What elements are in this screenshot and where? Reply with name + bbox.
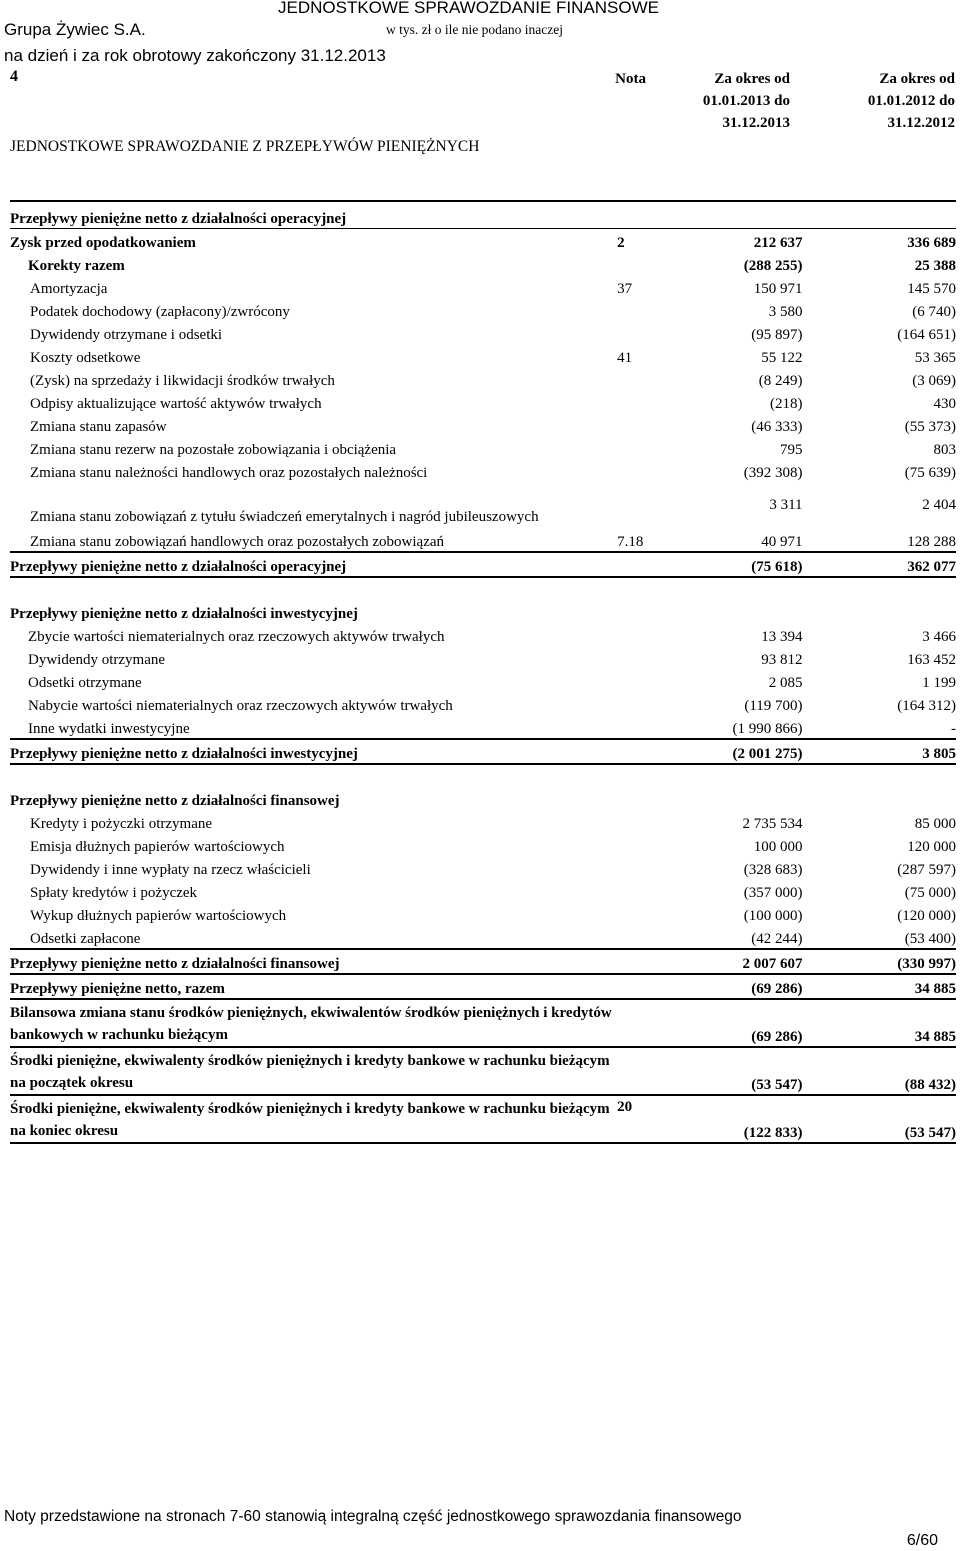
row-value-current: (46 333) bbox=[751, 419, 803, 435]
row-label: Wykup dłużnych papierów wartościowych bbox=[30, 908, 287, 924]
row-value-prior: (75 639) bbox=[904, 465, 956, 481]
row-value-prior: 128 288 bbox=[803, 528, 956, 552]
row-value-current: (42 244) bbox=[701, 925, 803, 949]
prior-period-line2: 01.01.2012 do bbox=[867, 93, 955, 109]
subtotal-row-operating bbox=[10, 552, 956, 577]
row-value-prior: (3 069) bbox=[912, 373, 956, 389]
row-value-current: (122 833) bbox=[701, 1095, 803, 1143]
row-nota bbox=[617, 856, 700, 879]
section-header-operating bbox=[10, 205, 956, 229]
prior-period-line3: 31.12.2012 bbox=[887, 115, 955, 131]
total-row-closing-balance bbox=[10, 1095, 956, 1143]
table-row bbox=[10, 925, 956, 949]
row-nota bbox=[617, 623, 700, 646]
report-title: JEDNOSTKOWE SPRAWOZDANIE FINANSOWE bbox=[278, 0, 659, 17]
table-row bbox=[10, 810, 956, 833]
row-nota: 37 bbox=[617, 281, 633, 297]
row-label: Środki pieniężne, ekwiwalenty środków pieniężnych i kredyty bankowe w rachunku bieżącym na koniec okresu bbox=[10, 1095, 617, 1143]
table-row bbox=[10, 321, 956, 344]
table-row bbox=[10, 833, 956, 856]
table-row bbox=[10, 390, 956, 413]
table-row bbox=[10, 902, 956, 925]
row-label: Nabycie wartości niematerialnych oraz rzeczowych aktywów trwałych bbox=[28, 698, 453, 714]
row-value-prior: 803 bbox=[933, 442, 956, 458]
row-value-current: (8 249) bbox=[758, 373, 803, 389]
table-row bbox=[10, 879, 956, 902]
row-value-current: 2 735 534 bbox=[742, 816, 803, 832]
row-label: Dywidendy otrzymane i odsetki bbox=[30, 327, 223, 343]
row-label: Przepływy pieniężne netto z działalności operacyjnej bbox=[10, 552, 617, 577]
row-label: Odpisy aktualizujące wartość aktywów trwałych bbox=[30, 396, 322, 412]
row-value-prior: - bbox=[803, 715, 956, 739]
row-label: Dywidendy otrzymane bbox=[28, 652, 166, 668]
table-row bbox=[10, 252, 956, 275]
table-row bbox=[10, 436, 956, 459]
current-period-header bbox=[680, 68, 790, 134]
table-row bbox=[10, 367, 956, 390]
row-value-prior: (6 740) bbox=[912, 304, 956, 320]
table-row bbox=[10, 482, 956, 528]
row-value-prior: (164 651) bbox=[897, 327, 956, 343]
row-label: Przepływy pieniężne netto z działalności operacyjnej bbox=[10, 211, 347, 227]
row-label: Środki pieniężne, ekwiwalenty środków pieniężnych i kredyty bankowe w rachunku bieżącym na początek okresu bbox=[10, 1047, 617, 1095]
page-number: 6/60 bbox=[906, 1532, 938, 1549]
company-name: Grupa Żywiec S.A. bbox=[4, 20, 146, 39]
row-value-prior: 34 885 bbox=[803, 999, 956, 1047]
row-value-current: 2 085 bbox=[768, 675, 803, 691]
row-label: Inne wydatki inwestycyjne bbox=[10, 715, 617, 739]
current-period-line3: 31.12.2013 bbox=[722, 115, 790, 131]
row-label: Koszty odsetkowe bbox=[30, 350, 141, 366]
row-nota bbox=[617, 1047, 700, 1095]
row-value-prior: (88 432) bbox=[803, 1047, 956, 1095]
table-row bbox=[10, 646, 956, 669]
table-row bbox=[10, 623, 956, 646]
row-value-current: (119 700) bbox=[744, 698, 803, 714]
row-label: Zbycie wartości niematerialnych oraz rzeczowych aktywów trwałych bbox=[28, 629, 445, 645]
row-nota bbox=[617, 298, 700, 321]
row-value-prior: 362 077 bbox=[803, 552, 956, 577]
row-value-current: 55 122 bbox=[761, 350, 803, 366]
row-value-prior: (330 997) bbox=[803, 949, 956, 974]
row-value-prior: 34 885 bbox=[803, 974, 956, 999]
row-nota bbox=[617, 879, 700, 902]
table-row bbox=[10, 275, 956, 298]
row-label: Kredyty i pożyczki otrzymane bbox=[30, 816, 213, 832]
current-period-line1: Za okres od bbox=[714, 71, 790, 87]
row-label: Spłaty kredytów i pożyczek bbox=[30, 885, 198, 901]
row-value-current: 100 000 bbox=[753, 839, 803, 855]
row-value-current: 3 311 bbox=[769, 496, 803, 513]
table-row bbox=[10, 413, 956, 436]
row-nota: 2 bbox=[617, 229, 700, 253]
row-label: Przepływy pieniężne netto z działalności finansowej bbox=[10, 949, 617, 974]
prior-period-header bbox=[840, 68, 955, 134]
row-label: Korekty razem bbox=[28, 258, 125, 274]
row-value-current: (95 897) bbox=[751, 327, 803, 343]
row-value-prior: (53 547) bbox=[803, 1095, 956, 1143]
nota-label: Nota bbox=[615, 71, 646, 87]
row-value-prior: 336 689 bbox=[803, 229, 956, 253]
row-value-prior: 163 452 bbox=[907, 652, 956, 668]
row-value-current: (53 547) bbox=[701, 1047, 803, 1095]
row-nota bbox=[617, 739, 700, 764]
row-value-current: (328 683) bbox=[743, 862, 803, 878]
table-row bbox=[10, 459, 956, 482]
table-row bbox=[10, 528, 956, 552]
row-value-prior: 430 bbox=[933, 396, 956, 412]
section-header-financing bbox=[10, 787, 956, 810]
row-value-current: 13 394 bbox=[761, 629, 803, 645]
row-value-current: (1 990 866) bbox=[701, 715, 803, 739]
row-label: Przepływy pieniężne netto, razem bbox=[10, 974, 617, 999]
row-label: Odsetki zapłacone bbox=[10, 925, 617, 949]
row-nota bbox=[617, 252, 700, 275]
row-value-current: 93 812 bbox=[761, 652, 803, 668]
total-row-net-cash-flow bbox=[10, 974, 956, 999]
table-row bbox=[10, 229, 956, 253]
current-period-line2: 01.01.2013 do bbox=[702, 93, 790, 109]
row-nota bbox=[617, 833, 700, 856]
row-label: Odsetki otrzymane bbox=[28, 675, 142, 691]
row-value-current: (69 286) bbox=[701, 974, 803, 999]
footer-note: Noty przedstawione na stronach 7-60 stanowią integralną część jednostkowego sprawozdania finansowego bbox=[4, 1508, 742, 1525]
row-value-current: (69 286) bbox=[701, 999, 803, 1047]
row-value-prior: 1 199 bbox=[922, 675, 956, 691]
row-nota: 7.18 bbox=[617, 528, 700, 552]
row-value-current: (392 308) bbox=[743, 465, 803, 481]
header-divider bbox=[10, 200, 956, 202]
row-nota bbox=[617, 482, 700, 528]
row-value-current: 3 580 bbox=[768, 304, 803, 320]
row-value-current: 795 bbox=[780, 442, 803, 458]
row-value-current: (218) bbox=[770, 396, 803, 412]
row-nota bbox=[617, 413, 700, 436]
row-label: Zmiana stanu zapasów bbox=[30, 419, 167, 435]
row-label: Przepływy pieniężne netto z działalności inwestycyjnej bbox=[10, 606, 358, 622]
row-value-current: (357 000) bbox=[743, 885, 803, 901]
row-value-prior: 3 466 bbox=[922, 629, 956, 645]
table-row bbox=[10, 856, 956, 879]
prior-period-line1: Za okres od bbox=[879, 71, 955, 87]
row-label: Dywidendy i inne wypłaty na rzecz właścicieli bbox=[30, 862, 311, 878]
period-line: na dzień i za rok obrotowy zakończony 31.12.2013 bbox=[4, 46, 386, 65]
row-label: Bilansowa zmiana stanu środków pieniężnych, ekwiwalentów środków pieniężnych i kredytów bankowych w rachunku bieżącym bbox=[10, 999, 617, 1047]
row-value-prior: (53 400) bbox=[803, 925, 956, 949]
row-nota bbox=[617, 552, 700, 577]
row-value-prior: 53 365 bbox=[914, 350, 956, 366]
row-nota bbox=[617, 436, 700, 459]
row-label: Zmiana stanu należności handlowych oraz pozostałych należności bbox=[30, 465, 428, 481]
row-nota bbox=[617, 390, 700, 413]
row-label: Amortyzacja bbox=[30, 281, 108, 297]
row-value-prior: (55 373) bbox=[904, 419, 956, 435]
row-label: Zysk przed opodatkowaniem bbox=[10, 229, 617, 253]
subtotal-row-financing bbox=[10, 949, 956, 974]
row-nota bbox=[617, 810, 700, 833]
row-value-prior: 3 805 bbox=[803, 739, 956, 764]
row-nota bbox=[617, 974, 700, 999]
row-value-prior: 145 570 bbox=[907, 281, 956, 297]
table-row bbox=[10, 344, 956, 367]
row-value-prior: 120 000 bbox=[907, 839, 956, 855]
table-row bbox=[10, 692, 956, 715]
total-row-balance-change bbox=[10, 999, 956, 1047]
row-nota bbox=[617, 646, 700, 669]
row-value-current: 40 971 bbox=[701, 528, 803, 552]
row-value-current: (100 000) bbox=[743, 908, 803, 924]
row-value-prior: (164 312) bbox=[897, 698, 956, 714]
row-value-prior: 2 404 bbox=[922, 496, 956, 513]
row-value-current: 2 007 607 bbox=[701, 949, 803, 974]
cash-flow-table bbox=[10, 205, 956, 1144]
row-value-prior: (75 000) bbox=[904, 885, 956, 901]
row-nota: 20 bbox=[617, 1095, 700, 1143]
total-row-opening-balance bbox=[10, 1047, 956, 1095]
row-value-prior: 25 388 bbox=[914, 258, 956, 274]
row-nota bbox=[617, 459, 700, 482]
row-nota bbox=[617, 321, 700, 344]
row-nota bbox=[617, 367, 700, 390]
row-label: Emisja dłużnych papierów wartościowych bbox=[30, 839, 285, 855]
subtotal-row-investing bbox=[10, 739, 956, 764]
row-value-prior: (287 597) bbox=[897, 862, 956, 878]
row-label: (Zysk) na sprzedaży i likwidacji środków trwałych bbox=[30, 373, 335, 389]
row-value-current: (2 001 275) bbox=[701, 739, 803, 764]
row-label: Zmiana stanu rezerw na pozostałe zobowiązania i obciążenia bbox=[30, 442, 397, 458]
row-label: Podatek dochodowy (zapłacony)/zwrócony bbox=[30, 304, 290, 320]
section-number: 4 bbox=[10, 68, 18, 85]
row-nota bbox=[617, 999, 700, 1047]
row-nota bbox=[617, 692, 700, 715]
row-label: Przepływy pieniężne netto z działalności inwestycyjnej bbox=[10, 739, 617, 764]
currency-note: w tys. zł o ile nie podano inaczej bbox=[386, 22, 563, 37]
row-label: Przepływy pieniężne netto z działalności finansowej bbox=[10, 793, 340, 809]
row-value-prior: 85 000 bbox=[914, 816, 956, 832]
row-nota: 41 bbox=[617, 350, 633, 366]
row-label: Zmiana stanu zobowiązań z tytułu świadczeń emerytalnych i nagród jubileuszowych bbox=[30, 509, 539, 525]
row-nota bbox=[617, 669, 700, 692]
table-row bbox=[10, 715, 956, 739]
row-value-current: 150 971 bbox=[753, 281, 803, 297]
row-nota bbox=[617, 925, 700, 949]
table-row bbox=[10, 298, 956, 321]
row-nota bbox=[617, 949, 700, 974]
row-value-prior: (120 000) bbox=[897, 908, 956, 924]
section-header-investing bbox=[10, 600, 956, 623]
row-label: Zmiana stanu zobowiązań handlowych oraz pozostałych zobowiązań bbox=[10, 528, 617, 552]
row-value-current: (75 618) bbox=[701, 552, 803, 577]
row-value-current: (288 255) bbox=[743, 258, 803, 274]
row-nota bbox=[617, 902, 700, 925]
row-value-current: 212 637 bbox=[701, 229, 803, 253]
row-nota bbox=[617, 715, 700, 739]
nota-column-header bbox=[608, 68, 646, 90]
statement-title: JEDNOSTKOWE SPRAWOZDANIE Z PRZEPŁYWÓW PIENIĘŻNYCH bbox=[10, 138, 480, 155]
table-row bbox=[10, 669, 956, 692]
